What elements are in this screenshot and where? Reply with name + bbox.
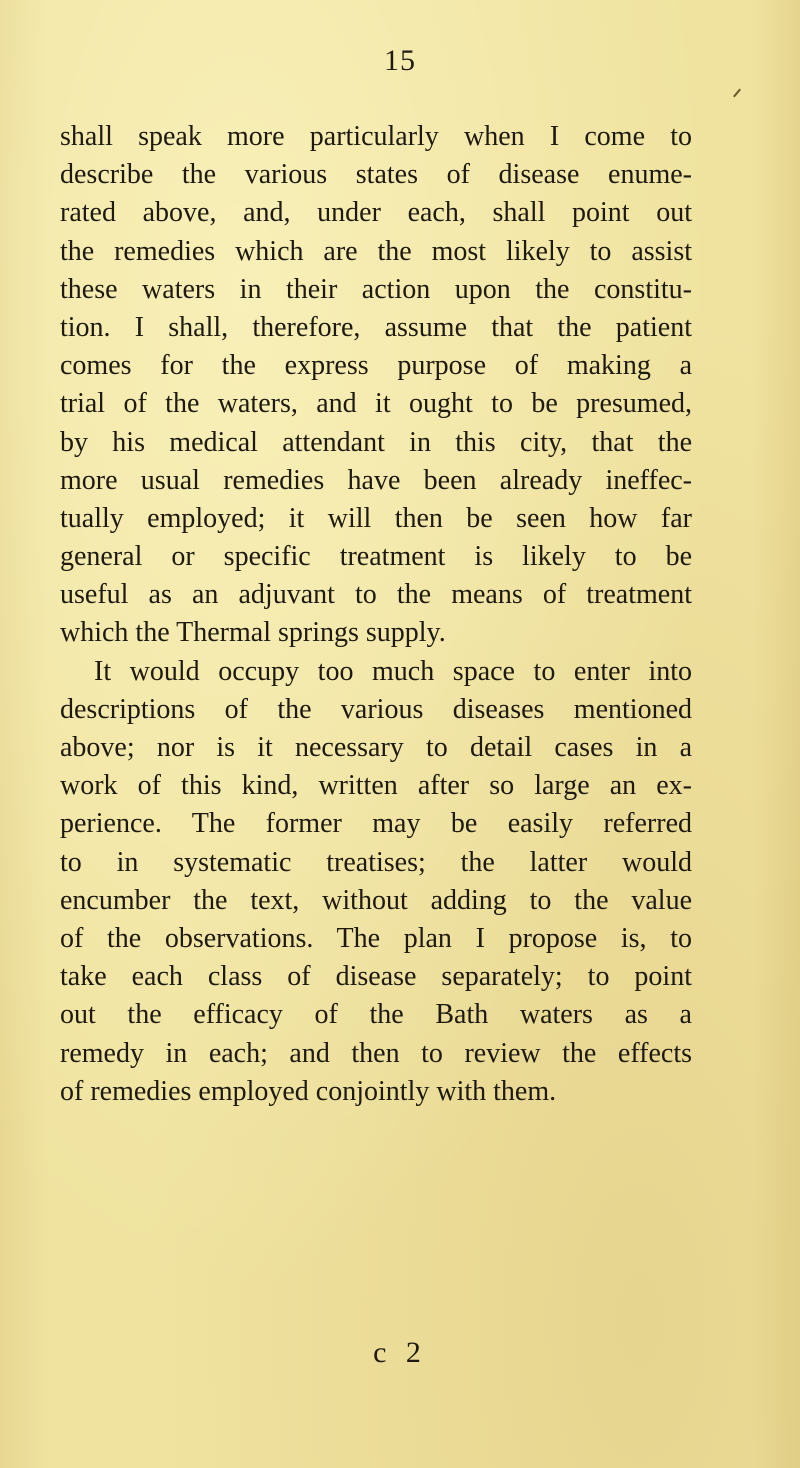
text-line: useful as an adjuvant to the means of treatment — [60, 579, 692, 611]
text-line: of remedies employed conjointly with them. — [60, 1075, 557, 1107]
text-line: by his medical attendant in this city, that the — [60, 426, 692, 458]
text-line: of the observations. The plan I propose is, to — [60, 922, 692, 954]
signature-mark: c 2 — [373, 1336, 427, 1369]
text-line: which the Thermal springs supply. — [60, 617, 446, 649]
text-line: to in systematic treatises; the latter would — [60, 846, 692, 878]
text-line: tually employed; it will then be seen how far — [60, 502, 692, 534]
text-line: describe the various states of disease enume- — [60, 159, 692, 191]
text-line: work of this kind, written after so large an ex- — [60, 770, 692, 802]
text-line: descriptions of the various diseases mentioned — [60, 693, 692, 725]
text-line: encumber the text, without adding to the value — [60, 884, 692, 916]
body-text — [60, 118, 692, 1111]
text-line: perience. The former may be easily referred — [60, 808, 692, 840]
text-line: remedy in each; and then to review the effects — [60, 1037, 692, 1069]
text-line: the remedies which are the most likely to assist — [60, 235, 692, 267]
text-line: above; nor is it necessary to detail cases in a — [60, 732, 692, 763]
text-line: rated above, and, under each, shall point out — [60, 197, 692, 229]
text-line: general or specific treatment is likely to be — [60, 541, 692, 573]
margin-mark — [733, 89, 741, 98]
text-line: shall speak more particularly when I come to — [60, 121, 692, 152]
text-line: these waters in their action upon the constitu- — [60, 273, 692, 305]
text-line: It would occupy too much space to enter into — [94, 655, 692, 687]
page-number: 15 — [384, 44, 416, 77]
text-line: tion. I shall, therefore, assume that the patient — [60, 311, 692, 343]
text-line: comes for the express purpose of making a — [60, 350, 692, 382]
text-line: trial of the waters, and it ought to be presumed, — [60, 388, 692, 420]
text-line: out the efficacy of the Bath waters as a — [60, 999, 692, 1031]
text-line: take each class of disease separately; to point — [60, 961, 692, 993]
text-line: more usual remedies have been already ineffec- — [60, 464, 692, 496]
